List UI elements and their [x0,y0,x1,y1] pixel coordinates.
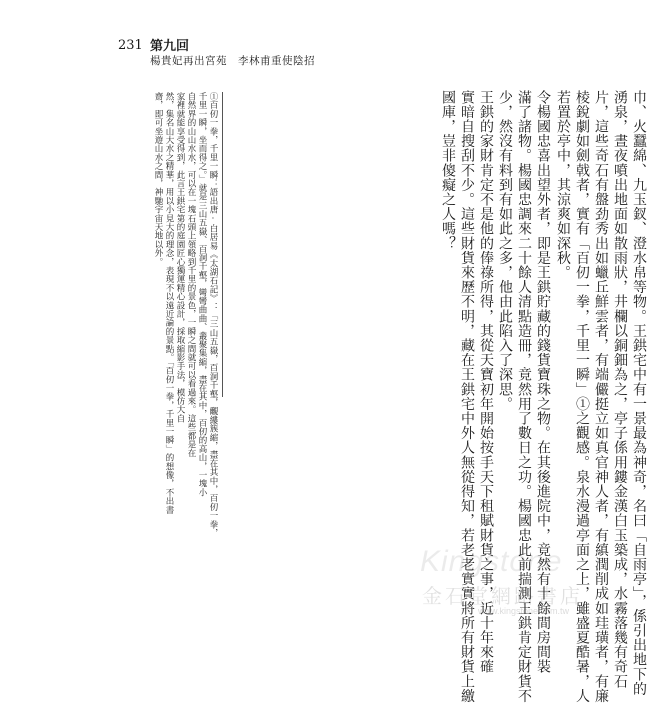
watermark-brand: 金石堂網路書店 [422,584,583,608]
body-column: 令楊國忠喜出望外者，即是王鉷貯藏的錢貨寶珠之物。在其後進院中，竟然有十餘間房間裝 [535,90,551,674]
body-column: 少，然沒有料到有如此之多，他由此陷入了深思。 [497,90,513,412]
footnotes [153,92,218,552]
body-column: 實暗自搜刮不少。這些財貨來歷不明，藏在王鉷宅中外人無從得知，若老老實實將所有財貨上繳 [459,90,475,703]
footnote-column: 家裡就能享受得到，此言王鉷宅第的庭園匠心獨運精心設計，採取縮影手法，模仿大自 [175,92,185,423]
watermark-url: www.kingstone.com.tw [478,606,570,616]
footnote-column: ①百仞一拳，千里一瞬：語出唐·白居易《太湖石記》：「三山五嶽，百洞千壑，覼縷簇縮，盡在其中，百仞一拳， [208,92,218,538]
body-column: 滿了諸物。楊國忠調來二十餘人清點造冊，竟然用了數日之功。楊國忠此前揣測王鉷肯定財貨不 [516,90,532,703]
body-column: 湧泉，晝夜噴出地面如散雨狀，井欄以銅鈿為之，亭子係用鏤金漢白玉築成，水霧落幾有奇石 [612,90,628,689]
footnote-column: 然，集名山大水之精華，用以小見大的理念，表現不以遠近論的景點。「百仞一拳，千里一瞬」的想像，不出書 [164,92,174,515]
chapter-subtitle: 楊貴妃再出宮苑 李林甫重使陰招 [150,55,315,67]
body-column: 王鉷的家財肯定不是他的俸祿所得，其從天寶初年開始按手天下租賦財貨之事，近十年來確 [478,90,494,674]
footnote-column: 自然界的山山水水，可以在一塊石頭上領略到千里的景色，一瞬之間就可以看過來。這些都是在 [186,92,196,458]
body-column: 片，這些奇石有盤劲秀出如蠟丘鮮雲者，有端儼挺立如真官神人者，有縝潤削成如珪璜者，有廉 [593,90,609,703]
body-column: 棱銳劇如劍戟者，實有「百仞一拳，千里一瞬」①之觀感。泉水漫過亭面之上，雖盛夏酷暑，人 [574,90,590,703]
notes-divider [222,92,223,397]
footnote-column: 齋，即可坐遊山水之間，神馳宇宙天地以外。 [153,92,163,266]
body-column: 若置於亭中，其涼爽如深秋。 [555,90,571,280]
footnote-column: 千里一瞬，坐而得之。」就是三山五嶽、百洞千壑，彎彎曲曲、叢聚集縮，盡在其中，百仞的高山，一塊小 [197,92,207,497]
watermark-logo: Kingstone [420,545,563,578]
body-column: 國庫，豈非傻癡之人嗎？ [440,90,456,251]
chapter-title: 第九回 [150,39,190,54]
body-column: 巾、火蠶綿、九玉釵、澄水帛等物。王鉷宅中有一景最為神奇，名曰「自雨亭」，係引出地下的 [631,90,647,697]
page-number: 231 [118,38,143,53]
